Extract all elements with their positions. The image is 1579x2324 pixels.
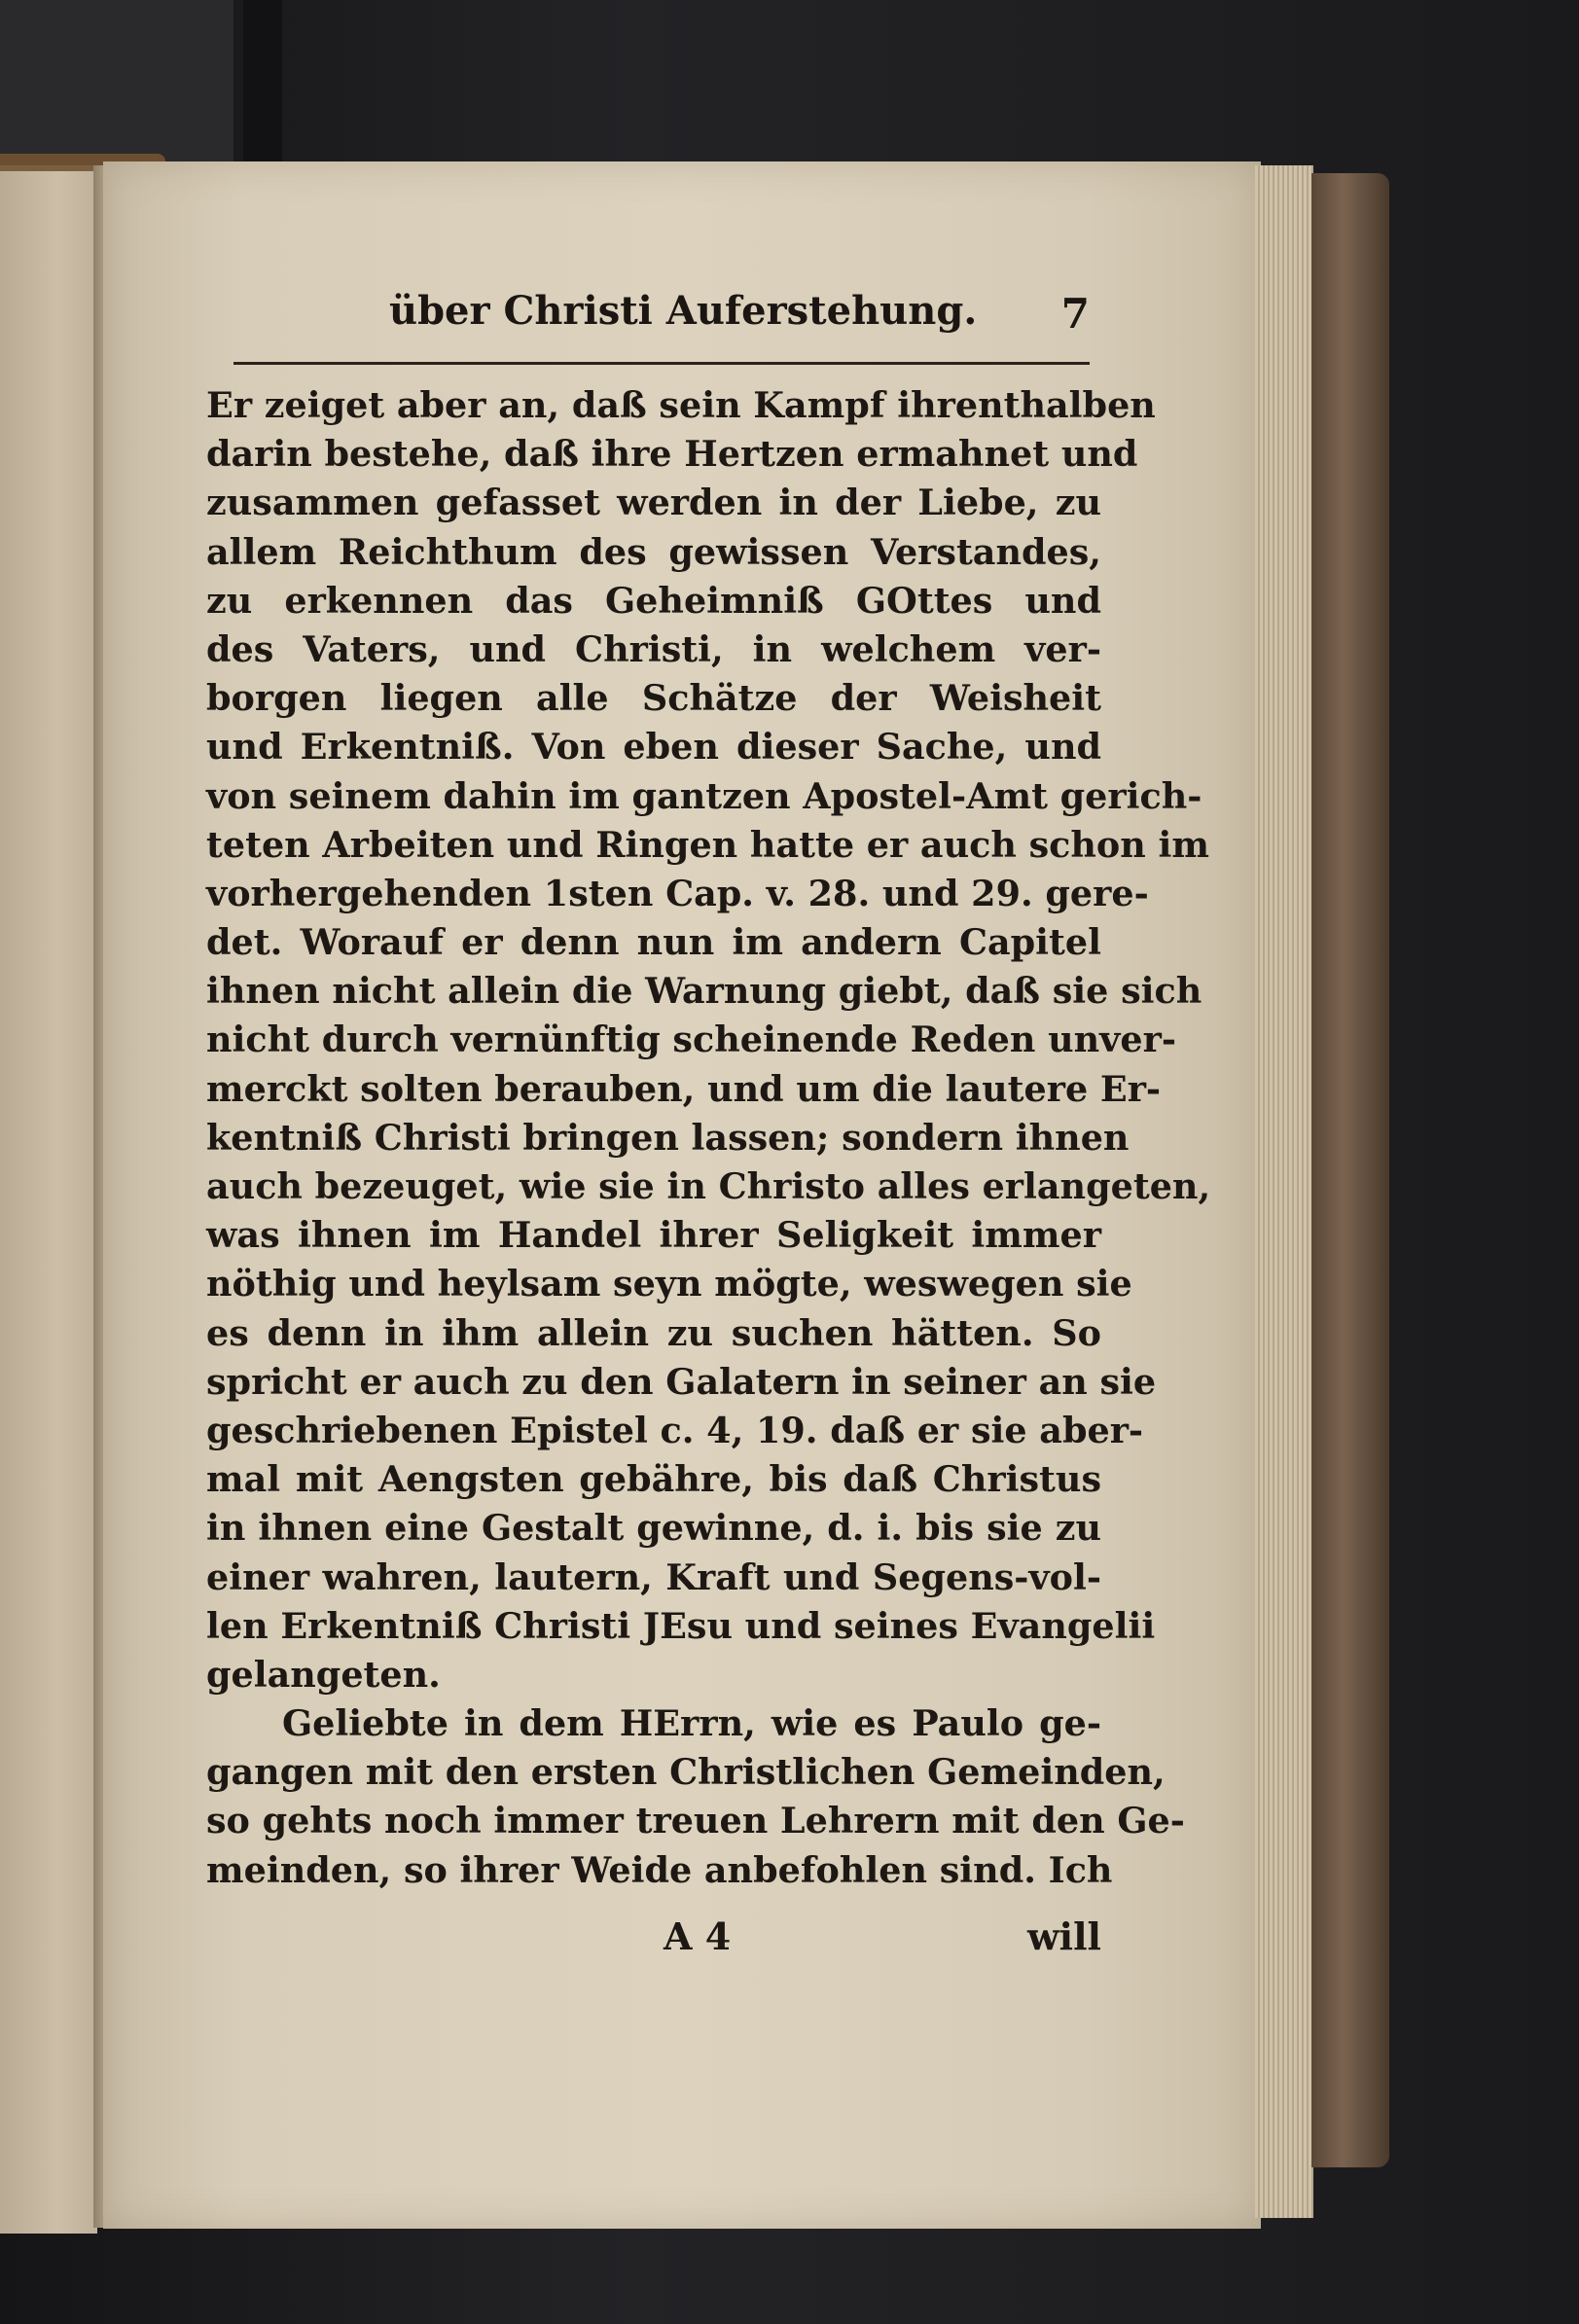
text-line: merckt solten berauben, und um die lautere Er- <box>206 1067 1162 1110</box>
page-block-edges <box>1255 165 1313 2218</box>
previous-page-edge <box>0 165 97 2234</box>
text-line: allem Reichthum des gewissen Verstandes, <box>206 530 1101 573</box>
text-line: darin bestehe, daß ihre Hertzen ermahnet und <box>206 433 1138 476</box>
text-line: spricht er auch zu den Galatern in seiner an sie <box>206 1360 1157 1403</box>
background-shelf-divider <box>243 0 282 165</box>
text-line: von seinem dahin im gantzen Apostel-Amt gerich- <box>206 774 1202 817</box>
text-line: so gehts noch immer treuen Lehrern mit den Ge- <box>206 1800 1185 1842</box>
body-text <box>206 381 1211 1895</box>
text-line: len Erkentniß Christi JEsu und seines Evangelii <box>206 1604 1156 1647</box>
book-back-cover <box>1311 173 1389 2167</box>
text-line: ihnen nicht allein die Warnung giebt, daß sie sich <box>206 970 1202 1013</box>
text-line: borgen liegen alle Schätze der Weisheit <box>206 677 1101 720</box>
text-line: zusammen gefasset werden in der Liebe, zu <box>206 482 1101 524</box>
running-title: über Christi Auferstehung. <box>389 288 978 334</box>
text-line: mal mit Aengsten gebähre, bis daß Christus <box>206 1458 1101 1501</box>
text-line: was ihnen im Handel ihrer Seligkeit immer <box>206 1214 1101 1257</box>
text-line: det. Worauf er denn nun im andern Capitel <box>206 921 1101 964</box>
text-line: Er zeiget aber an, daß sein Kampf ihrenthalben <box>206 384 1156 426</box>
text-line: zu erkennen das Geheimniß GOttes und <box>206 579 1101 622</box>
text-line: es denn in ihm allein zu suchen hätten. So <box>206 1311 1101 1354</box>
page-header <box>233 288 1090 366</box>
text-line: teten Arbeiten und Ringen hatte er auch schon im <box>206 823 1209 866</box>
text-line: auch bezeuget, wie sie in Christo alles erlangeten, <box>206 1165 1211 1207</box>
text-line: einer wahren, lautern, Kraft und Segens-vol- <box>206 1555 1101 1598</box>
paragraph-end-line: gelangeten. <box>206 1653 441 1696</box>
background-shelf <box>0 0 233 165</box>
paragraph-start-line: Geliebte in dem HErrn, wie es Paulo ge- <box>282 1702 1101 1745</box>
text-line: gangen mit den ersten Christlichen Gemeinden, <box>206 1751 1166 1794</box>
text-line: kentniß Christi bringen lassen; sondern ihnen <box>206 1116 1130 1159</box>
text-line: meinden, so ihrer Weide anbefohlen sind. Ich <box>206 1848 1113 1891</box>
page-number: 7 <box>1060 290 1090 338</box>
text-line: geschriebenen Epistel c. 4, 19. daß er sie aber- <box>206 1409 1144 1451</box>
signature-mark: A 4 <box>664 1914 732 1958</box>
page-footer <box>206 1914 1101 1973</box>
text-line: und Erkentniß. Von eben dieser Sache, und <box>206 726 1101 769</box>
text-line: vorhergehenden 1sten Cap. v. 28. und 29. gere- <box>206 872 1149 914</box>
header-rule <box>233 362 1090 365</box>
text-line: nicht durch vernünftig scheinende Reden unver- <box>206 1019 1176 1061</box>
catchword: will <box>1026 1914 1101 1958</box>
text-line: des Vaters, und Christi, in welchem ver- <box>206 627 1101 670</box>
text-line: nöthig und heylsam seyn mögte, weswegen sie <box>206 1263 1132 1305</box>
text-line: in ihnen eine Gestalt gewinne, d. i. bis sie zu <box>206 1507 1101 1550</box>
